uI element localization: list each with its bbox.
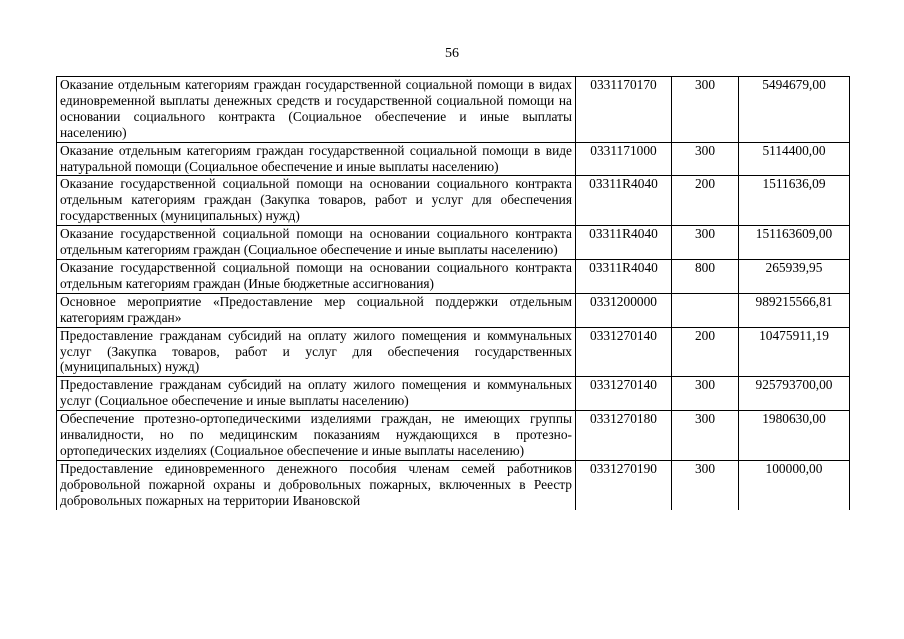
budget-table	[56, 76, 850, 510]
row-name: Предоставление гражданам субсидий на оплату жилого помещения и коммунальных услуг (Социальное обеспечение и иные выплаты населению)	[57, 377, 576, 411]
row-type	[672, 293, 739, 327]
row-code: 03311R4040	[576, 176, 672, 226]
row-type: 800	[672, 259, 739, 293]
row-sum: 10475911,19	[739, 327, 850, 377]
row-type: 300	[672, 460, 739, 509]
table-row	[57, 77, 850, 143]
row-name: Оказание отдельным категориям граждан государственной социальной помощи в видах единовременной выплаты денежных средств и государственной социальной помощи на основании социального контракта (Социальное обеспечение и иные выплаты населению)	[57, 77, 576, 143]
row-name: Оказание государственной социальной помощи на основании социального контракта отдельным категориям граждан (Закупка товаров, работ и услуг для обеспечения государственных (муниципальных) нужд)	[57, 176, 576, 226]
table-row	[57, 377, 850, 411]
table-row	[57, 259, 850, 293]
row-sum: 5114400,00	[739, 142, 850, 176]
row-sum: 1511636,09	[739, 176, 850, 226]
row-sum: 265939,95	[739, 259, 850, 293]
row-code: 0331270140	[576, 377, 672, 411]
row-sum: 100000,00	[739, 460, 850, 509]
row-name: Предоставление гражданам субсидий на оплату жилого помещения и коммунальных услуг (Закупка товаров, работ и услуг для обеспечения государственных (муниципальных) нужд)	[57, 327, 576, 377]
row-type: 300	[672, 77, 739, 143]
row-code: 0331171000	[576, 142, 672, 176]
table-row	[57, 226, 850, 260]
page-number: 56	[445, 46, 459, 61]
row-code: 0331270140	[576, 327, 672, 377]
row-type: 300	[672, 377, 739, 411]
row-sum: 5494679,00	[739, 77, 850, 143]
row-type: 300	[672, 411, 739, 461]
row-code: 0331270190	[576, 460, 672, 509]
row-type: 300	[672, 142, 739, 176]
row-type: 200	[672, 176, 739, 226]
row-sum: 151163609,00	[739, 226, 850, 260]
row-sum: 989215566,81	[739, 293, 850, 327]
table-row	[57, 411, 850, 461]
row-name: Оказание государственной социальной помощи на основании социального контракта отдельным категориям граждан (Иные бюджетные ассигнования)	[57, 259, 576, 293]
table-row	[57, 293, 850, 327]
row-name: Оказание государственной социальной помощи на основании социального контракта отдельным категориям граждан (Социальное обеспечение и иные выплаты населению)	[57, 226, 576, 260]
table-row	[57, 142, 850, 176]
table-row	[57, 460, 850, 509]
row-sum: 925793700,00	[739, 377, 850, 411]
row-code: 0331200000	[576, 293, 672, 327]
row-name: Обеспечение протезно-ортопедическими изделиями граждан, не имеющих группы инвалидности, но по медицинским показаниям нуждающихся в протезно-ортопедических изделиях (Социальное обеспечение и иные выплаты населению)	[57, 411, 576, 461]
row-code: 03311R4040	[576, 226, 672, 260]
table-row	[57, 176, 850, 226]
row-code: 03311R4040	[576, 259, 672, 293]
row-sum: 1980630,00	[739, 411, 850, 461]
row-code: 0331270180	[576, 411, 672, 461]
row-code: 0331170170	[576, 77, 672, 143]
row-type: 300	[672, 226, 739, 260]
row-name: Оказание отдельным категориям граждан государственной социальной помощи в виде натуральной помощи (Социальное обеспечение и иные выплаты населению)	[57, 142, 576, 176]
table-row	[57, 327, 850, 377]
row-name: Основное мероприятие «Предоставление мер социальной поддержки отдельным категориям граждан»	[57, 293, 576, 327]
row-type: 200	[672, 327, 739, 377]
row-name: Предоставление единовременного денежного пособия членам семей работников добровольной пожарной охраны и добровольных пожарных, включенных в Реестр добровольных пожарных на территории Ивановской	[57, 460, 576, 509]
